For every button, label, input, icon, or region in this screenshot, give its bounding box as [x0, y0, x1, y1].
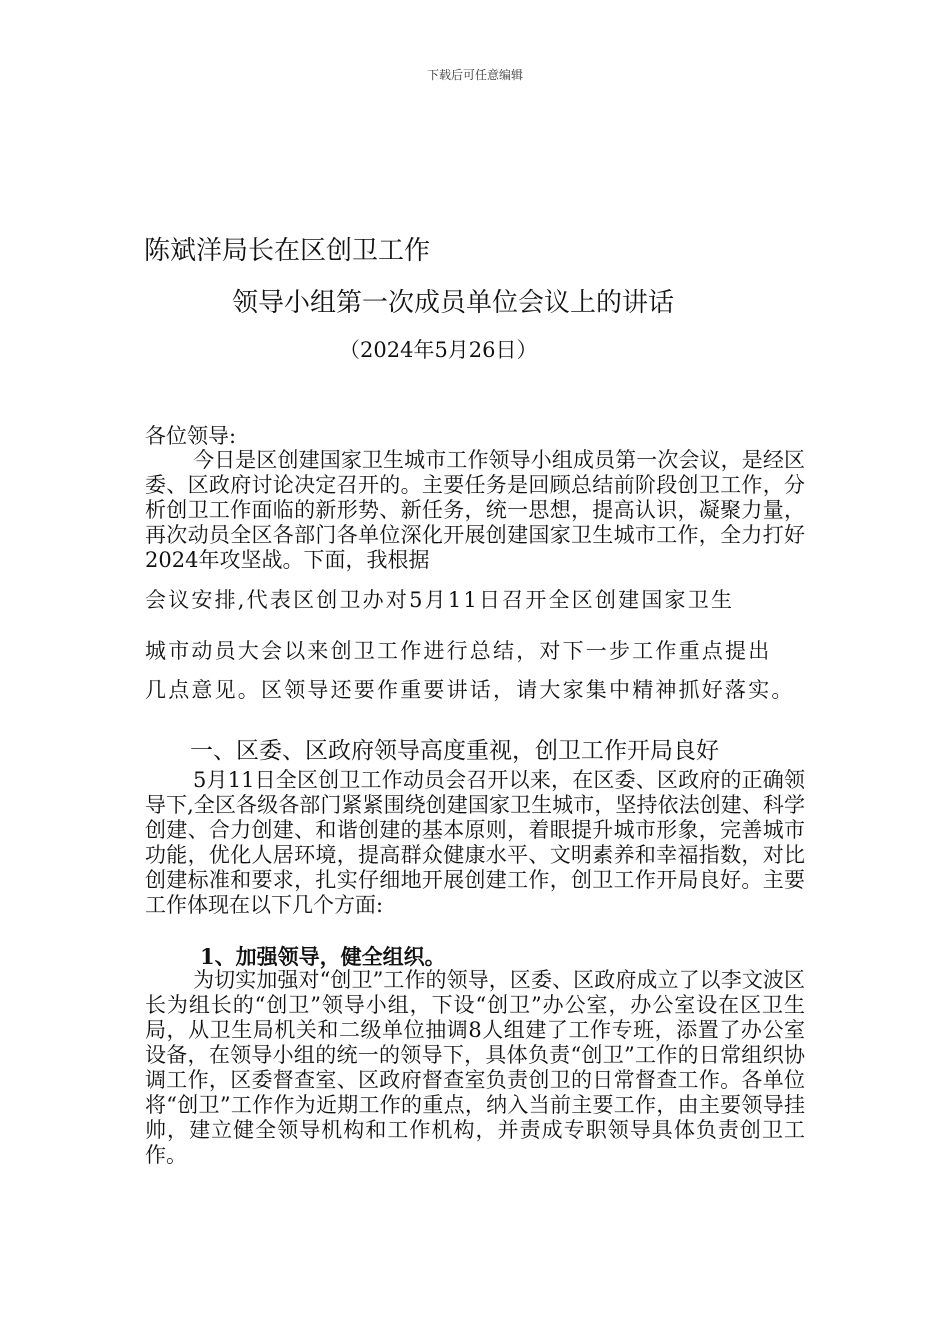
document-title-line-2: 领导小组第一次成员单位会议上的讲话 [232, 288, 675, 318]
intro-paragraph [145, 448, 805, 573]
document-title-line-1: 陈斌洋局长在区创卫工作 [144, 236, 431, 266]
intro-line-b: 城市动员大会以来创卫工作进行总结，对下一步工作重点提出 [145, 639, 772, 663]
section-1-paragraph-text: 5月11日全区创卫工作动员会召开以来，在区委、区政府的正确领导下,全区各级各部门紧紧围绕创建国家卫生城市，坚持依法创建、科学创建、合力创建、和谐创建的基本原则，着眼提升城市形象，完善城市功能，优化人居环境，提高群众健康水平、文明素养和幸福指数，对比创建标准和要求，扎实仔细地开展创建工作，创卫工作开局良好。主要工作体现在以下几个方面: [145, 768, 805, 917]
subsection-1-paragraph [145, 968, 805, 1168]
document-date: （2024年5月26日） [339, 338, 538, 362]
intro-paragraph-text: 今日是区创建国家卫生城市工作领导小组成员第一次会议，是经区委、区政府讨论决定召开的。主要任务是回顾总结前阶段创卫工作，分析创卫工作面临的新形势、新任务，统一思想，提高认识，凝聚力量，再次动员全区各部门各单位深化开展创建国家卫生城市工作，全力打好2024年攻坚战。下面，我根据 [145, 448, 805, 572]
intro-line-c: 几点意见。区领导还要作重要讲话，请大家集中精神抓好落实。 [145, 678, 795, 702]
subsection-1-paragraph-text: 为切实加强对“创卫”工作的领导，区委、区政府成立了以李文波区长为组长的“创卫”领导小组，下设“创卫”办公室，办公室设在区卫生局，从卫生局机关和二级单位抽调8人组建了工作专班，添置了办公室设备，在领导小组的统一的领导下，具体负责“创卫”工作的日常组织协调工作，区委督查室、区政府督查室负责创卫的日常督查工作。各单位将“创卫”工作作为近期工作的重点，纳入当前主要工作，由主要领导挂帅，建立健全领导机构和工作机构，并责成专职领导具体负责创卫工作。 [145, 968, 805, 1167]
section-1-heading: 一、区委、区政府领导高度重视，创卫工作开局良好 [190, 738, 719, 764]
intro-line-a: 会议安排,代表区创卫办对5月11日召开全区创建国家卫生 [145, 588, 735, 612]
subsection-1-heading: 1、加强领导，健全组织。 [200, 944, 446, 969]
page-header-note: 下载后可任意编辑 [426, 68, 523, 82]
salutation: 各位领导: [145, 424, 237, 448]
section-1-paragraph [145, 768, 805, 918]
